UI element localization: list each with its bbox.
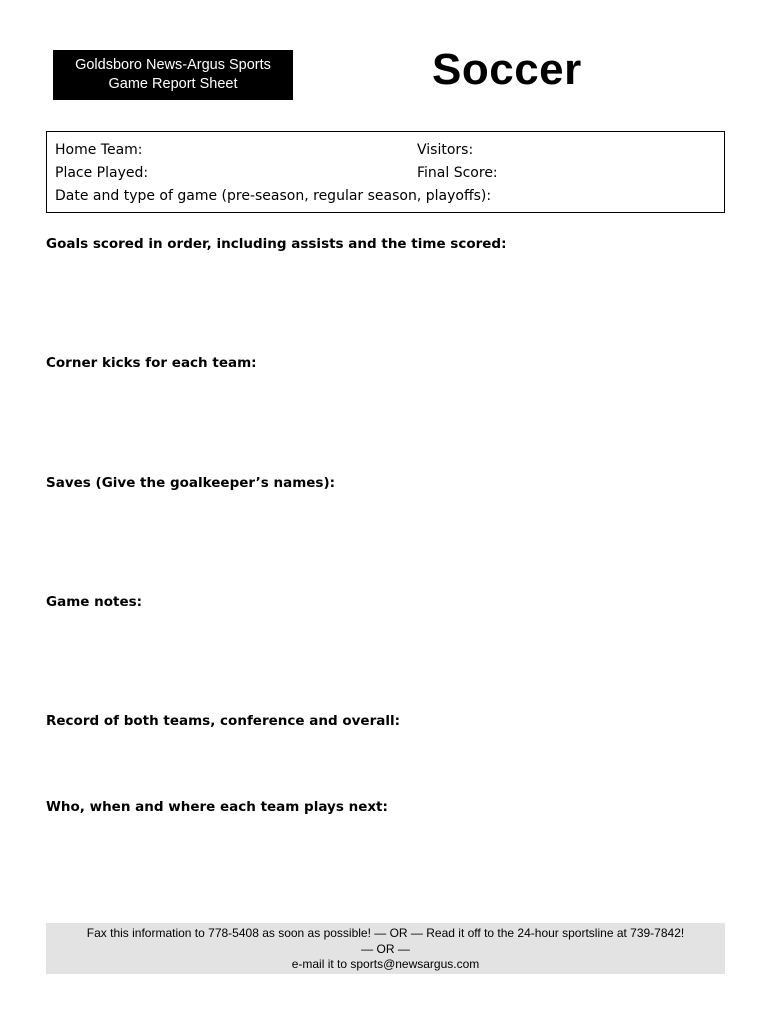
next-game-heading: Who, when and where each team plays next:: [46, 799, 388, 815]
corner-kicks-heading: Corner kicks for each team:: [46, 355, 257, 371]
submission-footer: [46, 923, 725, 974]
saves-heading: Saves (Give the goalkeeper’s names):: [46, 475, 336, 491]
home-team-field[interactable]: Home Team:: [55, 142, 143, 158]
newspaper-name: Goldsboro News-Argus Sports: [75, 57, 271, 73]
visitors-field[interactable]: Visitors:: [417, 142, 474, 158]
sport-title: Soccer: [432, 45, 582, 94]
footer-or-line: — OR —: [361, 941, 410, 956]
newspaper-header-box: [53, 50, 293, 100]
game-info-box: [46, 131, 725, 213]
final-score-field[interactable]: Final Score:: [417, 165, 498, 181]
goals-heading: Goals scored in order, including assists and the time scored:: [46, 236, 507, 252]
place-played-field[interactable]: Place Played:: [55, 165, 149, 181]
date-type-field[interactable]: Date and type of game (pre-season, regular season, playoffs):: [55, 188, 492, 204]
footer-email-line: e-mail it to sports@newsargus.com: [291, 957, 480, 971]
sheet-title: Game Report Sheet: [108, 76, 238, 92]
record-heading: Record of both teams, conference and overall:: [46, 713, 400, 729]
game-notes-heading: Game notes:: [46, 594, 143, 610]
footer-fax-line: Fax this information to 778-5408 as soon as possible! — OR — Read it off to the 24-hour sportsline at 739-7842!: [86, 926, 685, 940]
